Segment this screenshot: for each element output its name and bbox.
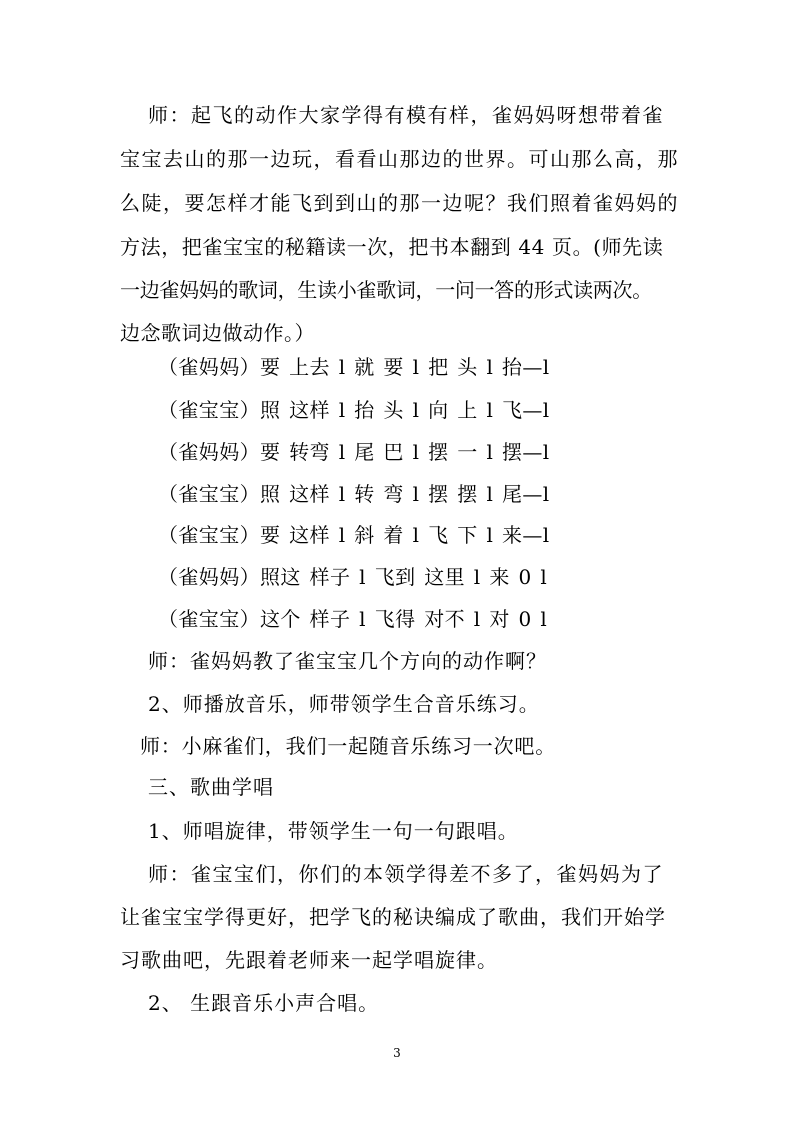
paragraph-line: 方法，把雀宝宝的秘籍读一次，把书本翻到 44 页。(师先读: [120, 235, 664, 259]
lyric-line: （雀宝宝）照 这样 l 转 弯 l 摆 摆 l 尾—l: [158, 482, 550, 506]
step-heading: 2、师播放音乐，师带领学生合音乐练习。: [148, 692, 540, 716]
section-heading: 三、歌曲学唱: [148, 775, 274, 799]
paragraph-line: 师：起飞的动作大家学得有模有样，雀妈妈呀想带着雀: [148, 103, 664, 127]
step-heading: 2、 生跟音乐小声合唱。: [148, 991, 380, 1015]
lyric-line: （雀妈妈）要 上去 l 就 要 l 把 头 l 抬—l: [158, 355, 550, 379]
lyric-line: （雀妈妈）要 转弯 l 尾 巴 l 摆 一 l 摆—l: [158, 440, 550, 464]
paragraph-line: 宝宝去山的那一边玩，看看山那边的世界。可山那么高，那: [120, 147, 679, 171]
paragraph-line: 么陡，要怎样才能飞到到山的那一边呢？我们照着雀妈妈的: [120, 191, 679, 215]
step-heading: 1、师唱旋律，带领学生一句一句跟唱。: [148, 819, 519, 843]
teacher-question: 师：雀妈妈教了雀宝宝几个方向的动作啊？: [148, 649, 547, 673]
paragraph-line: 让雀宝宝学得更好，把学飞的秘诀编成了歌曲，我们开始学: [120, 905, 666, 929]
lyric-line: （雀宝宝）要 这样 l 斜 着 l 飞 下 l 来—l: [158, 523, 550, 547]
page-number: 3: [393, 1046, 401, 1060]
paragraph-line: 一边雀妈妈的歌词，生读小雀歌词，一问一答的形式读两次。: [120, 278, 652, 302]
lyric-line: （雀宝宝）这个 样子 l 飞得 对不 l 对 0 l: [158, 607, 548, 631]
lyric-line: （雀宝宝）照 这样 l 抬 头 l 向 上 l 飞—l: [158, 398, 550, 422]
teacher-line: 师：小麻雀们，我们一起随音乐练习一次吧。: [140, 734, 556, 758]
paragraph-line: 习歌曲吧，先跟着老师来一起学唱旋律。: [120, 948, 498, 972]
paragraph-line: 师：雀宝宝们，你们的本领学得差不多了，雀妈妈为了: [148, 862, 664, 886]
lyric-line: （雀妈妈）照这 样子 l 飞到 这里 l 来 0 l: [158, 565, 548, 589]
paragraph-line: 边念歌词边做动作。）: [120, 321, 315, 345]
